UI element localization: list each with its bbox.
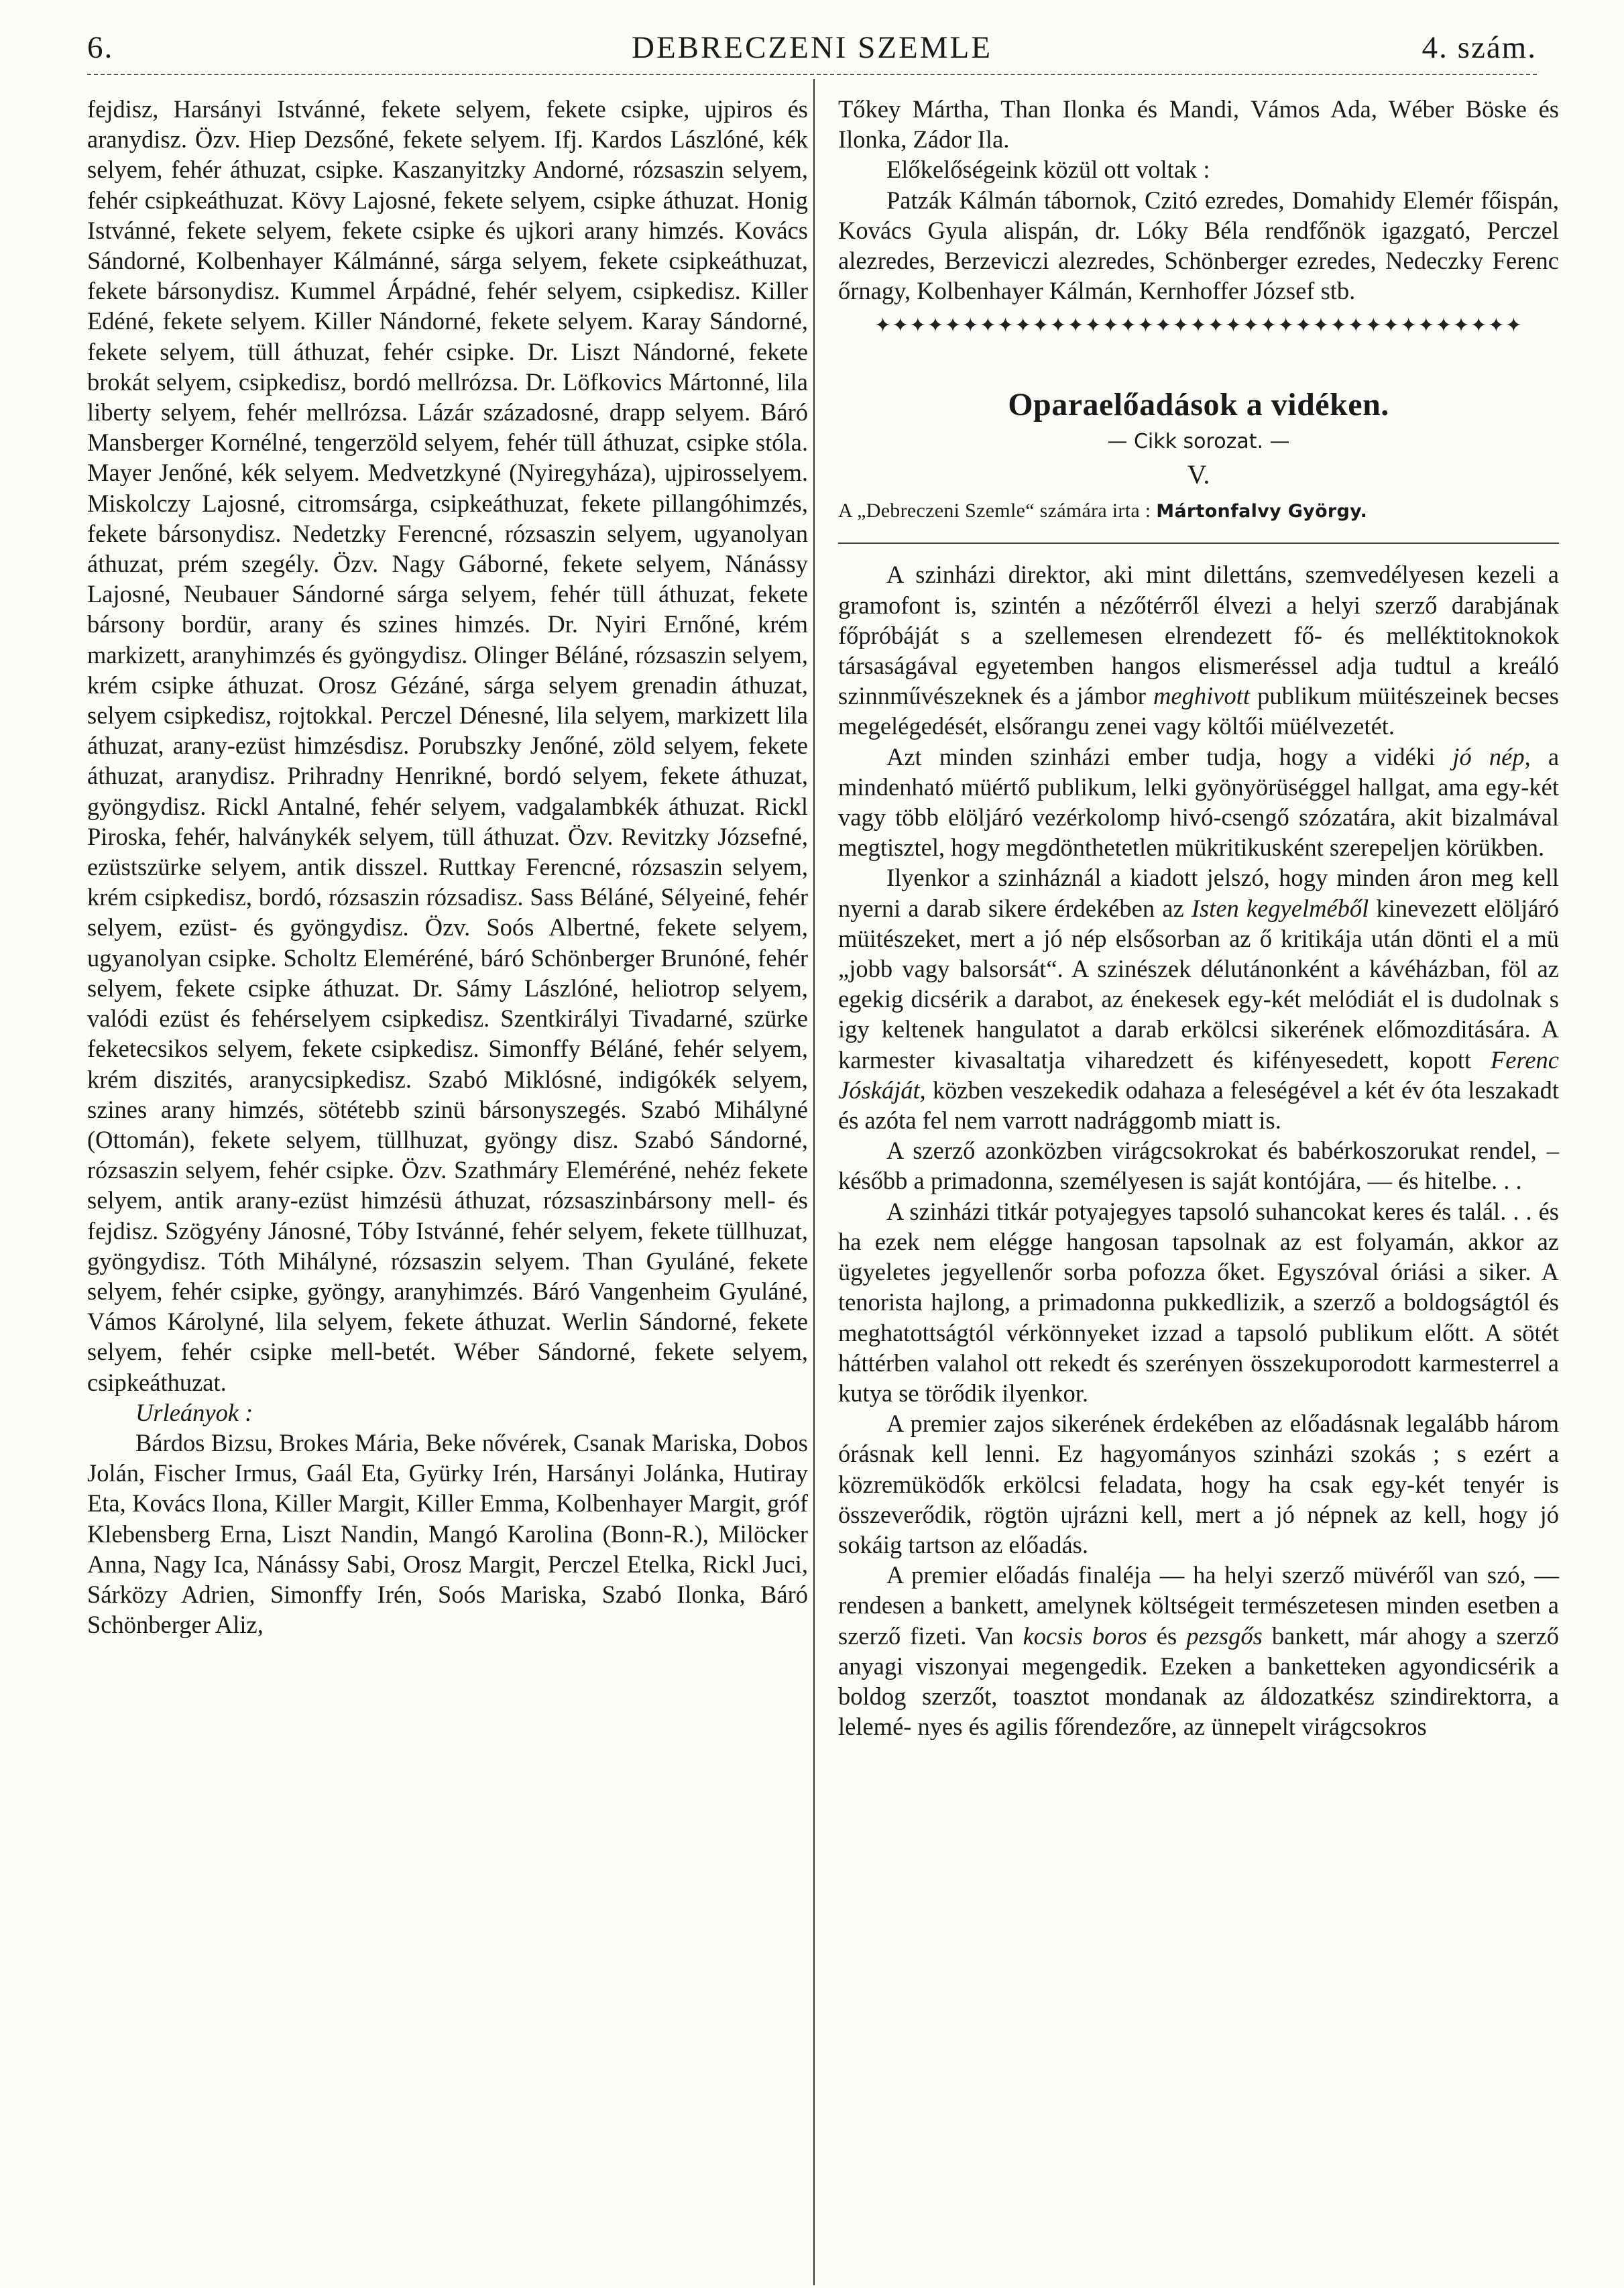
- young-ladies-list-cont: Tőkey Mártha, Than Ilonka és Mandi, Vámos Ada, Wéber Böske és Ilonka, Zádor Ila.: [838, 95, 1559, 154]
- article-paragraph-4: A szerző azonközben virágcsokrokat és babérkoszorukat rendel, – később a primadonna, személyesen is saját kontójára, — és hitelbe. . .: [838, 1137, 1559, 1195]
- notables-intro: Előkelőségeink közül ott voltak :: [886, 156, 1210, 184]
- article-paragraph-1: A szinházi direktor, aki mint dilettáns, szemvedélyesen kezeli a gramofont is, szintén a nézőtérről élvezi a helyi szerző darabjának főpróbáját s a szellemesen elrendezett fő- és melléktitoknokok társaságával egyetemben hangos elismeréssel adja tudtul a kreáló szinnművészeknek és a jámbor meghivott publikum müitészeinek becses megelégedését, elsőrangu zenei vagy költői müélvezetét.: [838, 561, 1560, 740]
- article-paragraph-5: A szinházi titkár potyajegyes tapsoló suhancokat keres és talál. . . és ha ezek nem elégge hangosan tapsolnak az est folyamán, akkor az ügyeletes jegyellenőr sorba pofozza őket. Egyszóval óriási a siker. A tenorista hajlong, a primadonna pukkedlizik, a szerző a boldogságtól és meghatottságtól vérkönnyeket izzad a tapsoló publikum előtt. A sötét háttérben valahol ott rekedt és szerényen összekuporodott karmesterrel a kutya se törődik ilyenkor.: [838, 1197, 1559, 1407]
- byline-prefix: A „Debreczeni Szemle“ számára irta :: [838, 500, 1151, 522]
- column-divider: [813, 79, 815, 2285]
- article-paragraph-3: Ilyenkor a szinháznál a kiadott jelszó, hogy minden áron meg kell nyerni a darab sikere érdekében az Isten kegyelméből kinevezett elöljáró müitészeket, mert a jó nép elsősorban az ő kritikája után dönti el a mü „jobb vagy balsorsát“. A szinészek délutánonként a kávéházban, föl az egekig dicsérik a darabot, az énekesek egy-két melódiát el is dudolnak s igy keltenek hangulatot a darab erkölcsi sikerének előmozditására. A karmester kivasaltatja viharedzett és kifényesedett, kopott Ferenc Jóskáját, közben veszekedik odahaza a feleségével a két év óta leszakadt és azóta fel nem varrott nadrággomb miatt is.: [838, 864, 1560, 1135]
- young-ladies-list: Bárdos Bizsu, Brokes Mária, Beke nővérek, Csanak Mariska, Dobos Jolán, Fischer Irmus, Gaál Eta, Gyürky Irén, Harsányi Jolánka, Hutiray Eta, Kovács Ilona, Killer Margit, Killer Emma, Kolbenhayer Margit, gróf Klebensberg Erna, Liszt Nandin, Mangó Karolina (Bonn-R.), Milöcker Anna, Nagy Ica, Nánássy Sabi, Orosz Margit, Perczel Etelka, Rickl Juci, Sárközy Adrien, Simonffy Irén, Soós Mariska, Szabó Ilonka, Báró Schönberger Aliz,: [87, 1428, 808, 1639]
- page-number: 6.: [87, 30, 114, 65]
- article-paragraph-2: Azt minden szinházi ember tudja, hogy a vidéki jó nép, a mindenható müértő publikum, lelki gyönyörüséggel hallgat, ama egy-két vagy több elöljáró vezérkolomp hivó-csengő szózatára, akit bizalmával megtisztel, hogy megdönthetetlen mükritikusként szerepeljen körükben.: [838, 742, 1560, 862]
- byline-rule: [838, 542, 1559, 545]
- page-header: [87, 27, 1537, 68]
- masthead-title: DEBRECZENI SZEMLE: [632, 30, 992, 65]
- article-title: Oparaelőadások a vidéken.: [1008, 387, 1389, 423]
- article-number: V.: [1187, 459, 1210, 490]
- article-paragraph-6: A premier zajos sikerének érdekében az előadásnak legalább három órásnak kell lenni. Ez hagyományos szinházi szokás ; s ezért a közremüködők erkölcsi feladata, hogy ha csak egy-két tenyér is összeverődik, rögtön ujrázni kell, mert a jó népnek az kell, hogy jó sokáig tartson az előadás.: [838, 1410, 1559, 1558]
- right-column: [838, 94, 1559, 1741]
- header-divider: [87, 74, 1537, 75]
- article-series: — Cikk sorozat. —: [1107, 430, 1290, 454]
- issue-number: 4. szám.: [1422, 30, 1537, 65]
- left-column: [87, 94, 808, 1640]
- byline: [838, 496, 1559, 526]
- subheading-young-ladies: Urleányok :: [135, 1398, 253, 1426]
- notables-list: Patzák Kálmán tábornok, Czitó ezredes, Domahidy Elemér főispán, Kovács Gyula alispán, dr. Lóky Béla rendfőnök igazgató, Perczel alezredes, Berzeviczi alezredes, Schönberger ezredes, Nedeczky Ferenc őrnagy, Kolbenhayer Kálmán, Kernhoffer József stb.: [838, 186, 1559, 305]
- guest-dress-list: fejdisz, Harsányi Istvánné, fekete selyem, fekete csipke, ujpiros és aranydisz. Özv. Hiep Dezsőné, fekete selyem. Ifj. Kardos Lászlóné, kék selyem, fehér áthuzat, csipke. Kaszanyitzky Andorné, rózsaszin selyem, fehér csipkeáthuzat. Kövy Lajosné, fekete selyem, csipke áthuzat. Honig Istvánné, fekete selyem, fekete csipke és ujkori arany himzés. Kovács Sándorné, Kolbenhayer Kálmánné, sárga selyem, fekete csipkeáthuzat, fekete bársonydisz. Kummel Árpádné, fehér selyem, csipkedisz. Killer Edéné, fekete selyem. Killer Nándorné, fekete selyem. Karay Sándorné, fekete selyem, tüll áthuzat, fehér csipke. Dr. Liszt Nándorné, fekete brokát selyem, csipkedisz, bordó mellrózsa. Dr. Löfkovics Mártonné, lila liberty selyem, fehér mellrózsa. Lázár századosné, drapp selyem. Báró Mansberger Kornélné, tengerzöld selyem, fehér tüll áthuzat, csipke stóla. Mayer Jenőné, kék selyem. Medvetzkyné (Nyiregyháza), ujpirosselyem. Miskolczy Lajosné, citromsárga, csipkeáthuzat, fekete pillangóhimzés, fekete bársonydisz. Nedetzky Ferencné, rózsaszin selyem, ugyanolyan áthuzat, prém szegély. Özv. Nagy Gáborné, fekete selyem, Nánássy Lajosné, Neubauer Sándorné sárga selyem, fehér tüll áthuzat, fekete bársony bordür, arany és szines himzés. Dr. Nyiri Ernőné, krém markizett, aranyhimzés és gyöngydisz. Olinger Béláné, rózsaszin selyem, krém csipke áthuzat. Orosz Gézáné, sárga selyem grenadin áthuzat, selyem csipkedisz, rojtokkal. Perczel Dénesné, lila selyem, markizett lila áthuzat, arany-ezüst himzésdisz. Porubszky Jenőné, zöld selyem, fekete áthuzat, aranydisz. Prihradny Henrikné, bordó selyem, fekete áthuzat, gyöngydisz. Rickl Antalné, fehér selyem, vadgalambkék áthuzat. Rickl Piroska, fehér, halványkék selyem, tüll áthuzat. Özv. Revitzky Józsefné, ezüstszürke selyem, antik disszel. Ruttkay Ferencné, rózsaszin selyem, krém csipkedisz, bordó, rózsaszin rózsadisz. Sass Béláné, Sélyeiné, fehér selyem, ezüst- és gyöngydisz. Özv. Soós Albertné, fekete selyem, ugyanolyan csipke. Scholtz Eleméréné, báró Schönberger Brunóné, fehér selyem, fekete csipke áthuzat. Dr. Sámy Lászlóné, heliotrop selyem, valódi ezüst és fehérselyem csipkedisz. Szentkirályi Tivadarné, szürke feketecsikos selyem, fekete csipkedisz. Simonffy Béláné, fehér selyem, krém diszités, aranycsipkedisz. Szabó Miklósné, indigókék selyem, szines arany himzés, sötétebb szinü bársonyszegés. Szabó Mihályné (Ottomán), fekete selyem, tüllhuzat, gyöngy disz. Szabó Sándorné, rózsaszin selyem, fehér csipke. Özv. Szathmáry Eleméréné, nehéz fekete selyem, antik arany-ezüst himzésü áthuzat, rózsaszinbársony mell- és fejdisz. Szögyény Jánosné, Tóby Istvánné, fehér selyem, fekete tüllhuzat, gyöngydisz. Tóth Mihályné, rózsaszin selyem. Than Gyuláné, fekete selyem, fehér csipke, gyöngy, aranyhimzés. Báró Vangenheim Gyuláné, Vámos Károlyné, lila selyem, fekete áthuzat. Werlin Sándorné, fekete selyem, fehér csipke mell-betét. Wéber Sándorné, fekete selyem, csipkeáthuzat.: [87, 95, 808, 1396]
- ornament-divider: ✦✦✦✦✦✦✦✦✦✦✦✦✦✦✦✦✦✦✦✦✦✦✦✦✦✦✦✦✦✦✦✦✦✦✦✦✦: [874, 314, 1523, 337]
- byline-author: Mártonfalvy György.: [1156, 501, 1368, 522]
- article-paragraph-7: A premier előadás finaléja — ha helyi szerző müvéről van szó, — rendesen a bankett, amelynek költségeit természetesen minden esetben a szerző fizeti. Van kocsis boros és pezsgős bankett, már ahogy a szerző anyagi viszonyai megengedik. Ezeken a banketteken agyondicsérik a boldog szerzőt, toasztot mondanak az áldozatkész szindirektorra, a lelemé- nyes és agilis főrendezőre, az ünnepelt virágcsokros: [838, 1561, 1560, 1741]
